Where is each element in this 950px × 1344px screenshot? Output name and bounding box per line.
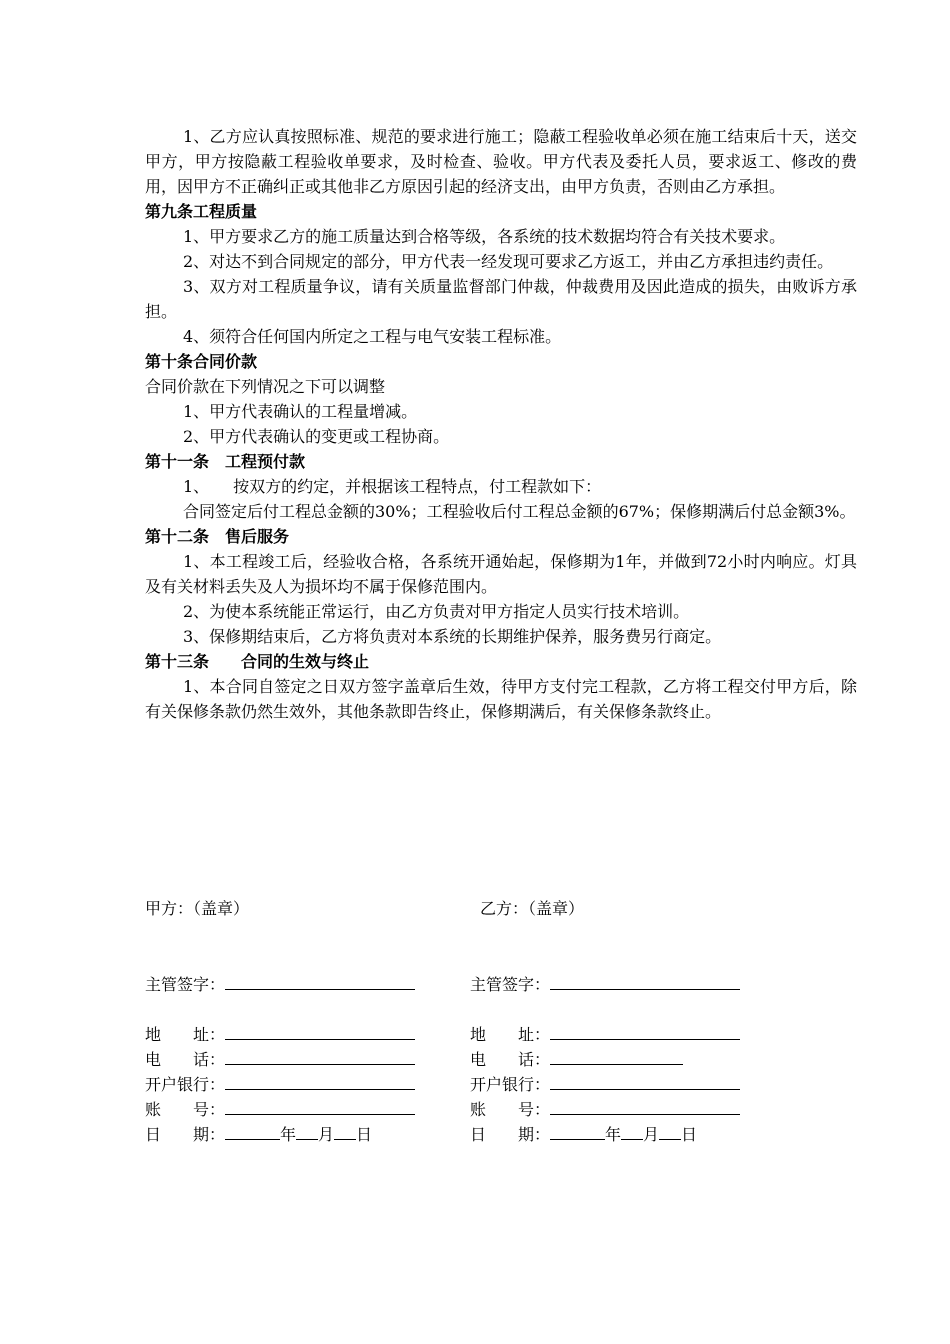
month-label: 月 [318,1125,335,1144]
date-label: 日 期： [145,1125,226,1144]
phone-label: 电 话： [470,1050,551,1069]
phone-label: 电 话： [145,1050,226,1069]
date-label: 日 期： [470,1125,551,1144]
section-heading-11: 第十一条 工程预付款 [145,452,306,471]
clause-paragraph: 合同签定后付工程总金额的30%；工程验收后付工程总金额的67%；保修期满后付总金额3%。 [183,502,856,521]
supervisor-label: 主管签字： [145,975,226,994]
bank-label: 开户银行： [470,1075,551,1094]
party-a-phone-field[interactable] [225,1046,415,1065]
account-label: 账 号： [470,1100,551,1119]
section-heading-10: 第十条合同价款 [145,352,258,371]
clause-paragraph: 2、为使本系统能正常运行，由乙方负责对甲方指定人员实行技术培训。 [183,602,690,621]
party-b-account-row [470,1096,740,1121]
party-a-bank-field[interactable] [225,1071,415,1090]
year-label: 年 [605,1125,622,1144]
party-a-day-field[interactable] [334,1121,356,1140]
bank-label: 开户银行： [145,1075,226,1094]
year-label: 年 [280,1125,297,1144]
party-a-account-field[interactable] [225,1096,415,1115]
supervisor-label: 主管签字： [470,975,551,994]
party-a-supervisor-row [145,971,415,996]
party-b-address-field[interactable] [550,1021,740,1040]
party-b-month-field[interactable] [621,1121,643,1140]
party-b-day-field[interactable] [659,1121,681,1140]
party-b-stamp: 乙方：（盖章） [480,899,585,918]
address-label: 地 址： [145,1025,226,1044]
clause-paragraph: 1、 按双方的约定，并根据该工程特点，付工程款如下： [183,477,602,496]
party-b-phone-row [470,1046,683,1071]
clause-paragraph: 1、本合同自签定之日双方签字盖章后生效，待甲方支付完工程款，乙方将工程交付甲方后，除有关保修条款仍然生效外，其他条款即告终止，保修期满后，有关保修条款终止。 [145,677,857,721]
section-heading-12: 第十二条 售后服务 [145,527,290,546]
clause-paragraph: 1、乙方应认真按照标准、规范的要求进行施工；隐蔽工程验收单必须在施工结束后十天，送交甲方，甲方按隐蔽工程验收单要求，及时检查、验收。甲方代表及委托人员，要求返工、修改的费用，因甲方不正确纠正或其他非乙方原因引起的经济支出，由甲方负责，否则由乙方承担。 [145,127,857,196]
party-a-phone-row [145,1046,415,1071]
party-a-year-field[interactable] [225,1121,280,1140]
party-a-account-row [145,1096,415,1121]
clause-paragraph: 合同价款在下列情况之下可以调整 [145,377,386,396]
party-a-stamp: 甲方：（盖章） [145,899,250,918]
party-b-account-field[interactable] [550,1096,740,1115]
month-label: 月 [643,1125,660,1144]
party-b-supervisor-field[interactable] [550,971,740,990]
clause-paragraph: 1、本工程竣工后，经验收合格，各系统开通始起，保修期为1年，并做到72小时内响应。灯具及有关材料丢失及人为损坏均不属于保修范围内。 [145,552,857,596]
clause-paragraph: 3、保修期结束后，乙方将负责对本系统的长期维护保养，服务费另行商定。 [183,627,722,646]
day-label: 日 [681,1125,698,1144]
party-a-date-row [145,1121,372,1146]
section-heading-9: 第九条工程质量 [145,202,258,221]
party-b-bank-field[interactable] [550,1071,740,1090]
day-label: 日 [356,1125,373,1144]
party-a-month-field[interactable] [296,1121,318,1140]
party-b-supervisor-row [470,971,740,996]
clause-paragraph: 1、甲方要求乙方的施工质量达到合格等级，各系统的技术数据均符合有关技术要求。 [183,227,786,246]
address-label: 地 址： [470,1025,551,1044]
section-heading-13: 第十三条 合同的生效与终止 [145,652,370,671]
party-a-bank-row [145,1071,415,1096]
account-label: 账 号： [145,1100,226,1119]
clause-paragraph: 4、须符合任何国内所定之工程与电气安装工程标准。 [183,327,562,346]
party-b-address-row [470,1021,740,1046]
clause-paragraph: 1、甲方代表确认的工程量增减。 [183,402,418,421]
contract-body [145,124,857,724]
party-b-date-row [470,1121,697,1146]
party-b-phone-field[interactable] [550,1046,683,1065]
party-b-year-field[interactable] [550,1121,605,1140]
party-a-supervisor-field[interactable] [225,971,415,990]
clause-paragraph: 2、甲方代表确认的变更或工程协商。 [183,427,450,446]
party-a-address-field[interactable] [225,1021,415,1040]
clause-paragraph: 3、双方对工程质量争议，请有关质量监督部门仲裁，仲裁费用及因此造成的损失，由败诉方承担。 [145,277,857,321]
party-b-bank-row [470,1071,740,1096]
party-a-address-row [145,1021,415,1046]
clause-paragraph: 2、对达不到合同规定的部分，甲方代表一经发现可要求乙方返工，并由乙方承担违约责任。 [183,252,834,271]
